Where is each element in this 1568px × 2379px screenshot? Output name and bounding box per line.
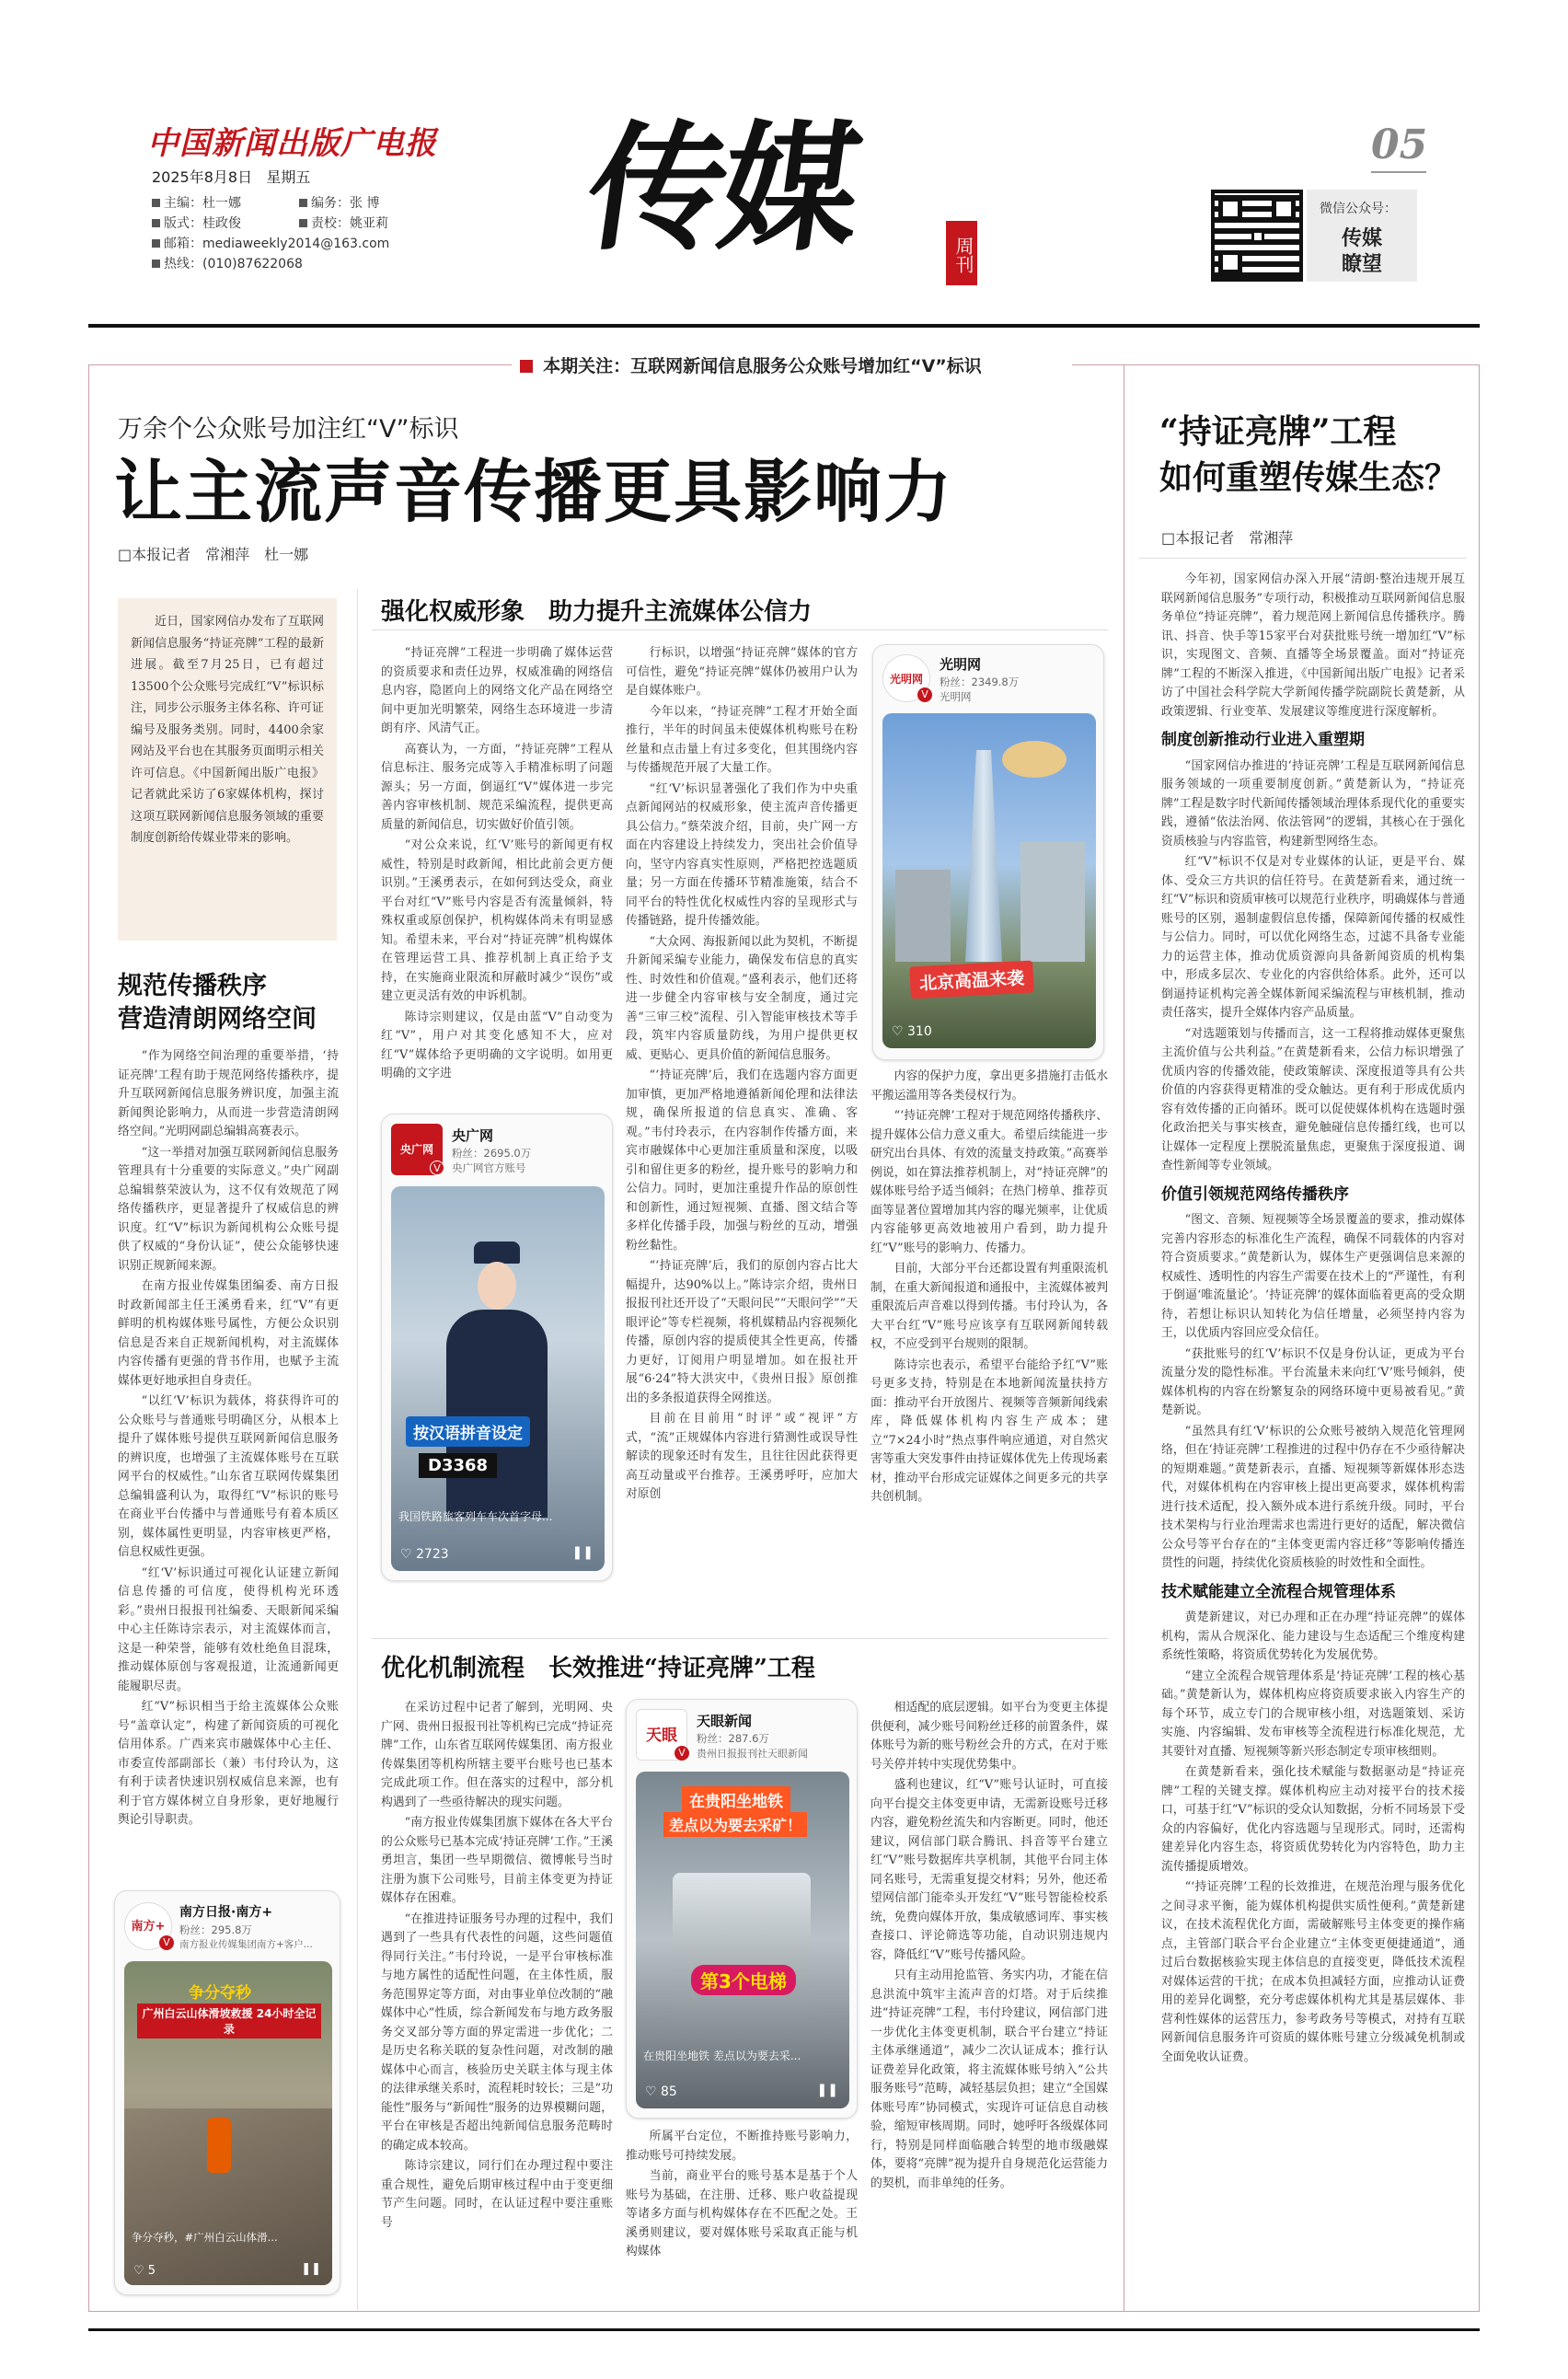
body-paragraph: “南方报业传媒集团旗下媒体在各大平台的公众账号已基本完成‘持证亮牌’工作。”王溪勇坦言，集团一些早期微信、微博帐号当时注册为旗下公司账号，目前主体变更为持证媒体存在困难。 [381, 1816, 613, 1905]
body-paragraph: 在黄楚新看来，强化技术赋能与数据驱动是“持证亮牌”工程的关键支撑。媒体机构应主动对接平台的技术接口，可基于红“V”标识的受众认知数据，分析不同场景下受众的内容偏好，优化内容选题与呈现形式。同时，还需构建差异化内容生态，将资质优势转化为内容特色，助力主流传播提质增效。 [1161, 1765, 1465, 1874]
body-paragraph: 红“V”标识不仅是对专业媒体的认证，更是平台、媒体、受众三方共识的信任符号。在黄楚新看来，通过统一红“V”标识和资质审核可以规范行业秩序，明确媒体与普通账号的区别，遏制虚假信息传播，保障新闻传播的权威性与公信力。同时，可以优化网络生态，过滤不具备专业能力的运营主体，推动优质资源向具备新闻资质的机构集中，形成多层次、专业化的内容供给体系。此外，还可以倒逼持证机构完善全媒体新闻采编流程与审核机制，推动责任落实，提升全媒体内容产品质量。 [1161, 855, 1465, 1020]
issue-date [152, 166, 310, 187]
card-video-thumbnail [391, 1186, 605, 1571]
bullet-icon [152, 260, 160, 268]
card-desc: 贵州日报报刊社天眼新闻 [697, 1748, 808, 1760]
building-shape [1020, 842, 1085, 962]
staff-list [152, 193, 409, 274]
section1-col-3 [870, 1068, 1108, 1629]
train-number-label: D3368 [419, 1453, 497, 1478]
masthead [0, 0, 1568, 331]
like-count: 5 [147, 2264, 156, 2278]
staff-name: 张 博 [350, 196, 380, 211]
social-card-tianyan [626, 1699, 858, 2119]
side-paragraph: “以红‘V’标识为载体，将获得许可的公众账号与普通账号明确区分，从根本上提升了媒体账号提供互联网新闻信息服务的辨识度，也增强了主流媒体账号在互联网平台的权威性。”山东省互联网传媒集团总编辑盛利认为，取得红“V”标识的账号在商业平台传播中与普通账号有着本质区别，媒体属性更明显，内容审核更严格，信息权威性更强。 [118, 1394, 339, 1559]
focus-banner [520, 352, 982, 378]
email-text: 邮箱：mediaweekly2014@163.com [164, 237, 390, 251]
social-card-nfrb [114, 1890, 340, 2295]
card-overlay-text: 争分夺秒 [189, 1984, 251, 2003]
section2-col-1 [381, 1699, 613, 2297]
banner-text: 本期关注：互联网新闻信息服务公众账号增加红“V”标识 [543, 356, 982, 376]
card-overlay-text: 在贵阳坐地铁 [682, 1786, 790, 1813]
date-text: 2025年8月8日 [152, 168, 253, 186]
right-headline-line-2: 如何重塑传媒生态？ [1159, 458, 1458, 497]
weekday-text: 星期五 [266, 168, 311, 186]
right-subhead-1: 制度创新推动行业进入重塑期 [1161, 731, 1365, 749]
staff-role: 编务： [311, 196, 350, 211]
body-paragraph: “获批账号的红‘V’标识不仅是身份认证，更成为平台流量分发的隐性标准。平台流量未来向红‘V’账号倾斜，使媒体机构的内容在纷繁复杂的网络环境中更易被看见。”黄楚新说。 [1161, 1346, 1465, 1417]
card-fans: 粉丝：287.6万 [697, 1732, 769, 1745]
bullet-icon [299, 199, 307, 207]
page-number-rule [1371, 171, 1426, 173]
section1-col-2 [626, 644, 858, 1629]
body-paragraph: 今年初，国家网信办深入开展“清朗·整治违规开展互联网新闻信息服务”专项行动，积极推动互联网新闻信息服务单位“持证亮牌”，着力规范网上新闻信息传播秩序。腾讯、抖音、快手等15家平台对获批账号统一增加红“V”标识，实现图文、音频、直播等全场景覆盖。面对“持证亮牌”工程的不断深入推进，《中国新闻出版广电报》记者采访了中国社会科学院大学新闻传播学院副院长黄楚新，从政策逻辑、行业变革、发展建议等维度进行深度解析。 [1161, 572, 1465, 719]
card-fans: 粉丝：2349.8万 [940, 676, 1020, 688]
bullet-icon [152, 199, 160, 207]
card-name: 南方日报·南方+ [179, 1905, 273, 1920]
card-desc: 南方报业传媒集团南方+客户... [179, 1939, 313, 1950]
side-section-title [118, 970, 339, 1036]
banner-rule-right [1072, 364, 1480, 365]
card-fans: 粉丝：295.8万 [179, 1923, 252, 1936]
verified-v-icon: V [430, 1161, 444, 1175]
banner-rule-left [88, 364, 512, 365]
section2-rule [372, 1638, 1108, 1639]
body-paragraph: 所属平台定位，不断推持账号影响力，推动账号可持续发展。 [626, 2130, 858, 2163]
side-divider [357, 589, 358, 2310]
right-byline-rule [1139, 558, 1466, 559]
bullet-icon [152, 219, 160, 227]
card-name: 央广网 [452, 1127, 494, 1144]
body-paragraph: 黄楚新建议，对已办理和正在办理“持证亮牌”的媒体机构，需从合规深化、能力建设与生态适配三个维度构建系统性策略，将资质优势转化为发展优势。 [1161, 1611, 1465, 1662]
side-title-line-2: 营造清朗网络空间 [118, 1005, 317, 1034]
frame-bottom [88, 2311, 1480, 2312]
body-paragraph: 盛利也建议，红“V”账号认证时，可直接向平台提交主体变更申请，无需新设账号迁移内容，避免粉丝流失和内容断更。同时，他还建议，网信部门联合腾讯、抖音等平台建立红“V”账号数据库共享机制，其他平台同主体同名账号，无需重复提交材料；另外，他还希望网信部门能牵头开发红“V”账号智能检校系统，免费向媒体开放，集成敏感词库、事实核查接口、评论筛选等功能，自动识别违规内容，降低红“V”账号传播风险。 [870, 1778, 1108, 1962]
body-paragraph: 陈诗宗建议，同行们在办理过程中要注重合规性，避免后期审核过程中由于变更细节产生问题。同时，在认证过程中要注重账号 [381, 2159, 613, 2230]
body-paragraph: “建立全流程合规管理体系是‘持证亮牌’工程的核心基础。”黄楚新认为，媒体机构应将资质要求嵌入内容生产的每个环节，成立专门的合规审核小组，对选题策划、采访实施、内容编辑、发布审核等全流程进行标准化规范，尤其要针对直播、短视频等新兴形态制定专项审核细则。 [1161, 1669, 1465, 1759]
verified-v-icon: V [159, 1935, 174, 1950]
body-paragraph: 只有主动用抢监管、务实内功，才能在信息洪流中筑牢主流声音的灯塔。对于后续推进“持证亮牌”工程，韦付玲建议，网信部门进一步优化主体变更机制，联合平台建立“持证主体承继通道”，减少二次认证成本；推行认证费差异化政策，将主流媒体账号纳入“公共服务账号”范畴，减轻基层负担；建立“全国媒体账号库”协同模式，实现许可证信息自动核验，缩短审核周期。同时，她呼吁各级媒体同行，特别是同样面临融合转型的地市级融媒体，要将“亮牌”视为提升自身规范化运营能力的契机，而非单纯的任务。 [870, 1969, 1108, 2190]
staff-role: 版式： [164, 216, 202, 231]
body-paragraph: 在采访过程中记者了解到，光明网、央广网、贵州日报报刊社等机构已完成“持证亮牌”工作，山东省互联网传媒集团、南方报业传媒集团等机构所辖主要平台账号也已基本完成此项工作。但在落实的过程中，部分机构遇到了一些亟待解决的现实问题。 [381, 1701, 613, 1809]
weekly-badge-text: 周刊 [952, 237, 974, 273]
main-kicker: 万余个公众账号加注红“V”标识 [118, 415, 459, 444]
body-paragraph: “在推进持证服务号办理的过程中，我们遇到了一些具有代表性的问题，这些问题值得同行关注。”韦付玲说，一是平台审核标准与地方属性的适配性问题，在主体性质，服务范围界定等方面，对由事业单位改制的“融媒体中心”性质，综合新闻发布与地方政务服务交叉部分等方面的界定需进一步优化；二是历史名称关联的复杂性问题，对改制的融媒体中心而言，核验历史关联主体与现主体的法律承继关系时，流程耗时较长；三是“功能性”服务与“新闻性”服务的边界模糊问题，平台在审核是否超出纯新闻信息服务范畴时的确定成本较高。 [381, 1911, 613, 2153]
wechat-label: 微信公众号： [1320, 202, 1397, 216]
intro-box [118, 598, 337, 941]
body-paragraph: 陈诗宗则建议，仅是由蓝“V”自动变为红“V”，用户对其变化感知不大，应对红“V”媒体给予更明确的文字说明。如用更明确的文字进 [381, 1010, 613, 1080]
verified-v-icon: V [917, 687, 932, 702]
like-count: 2723 [416, 1547, 449, 1562]
right-column [1161, 571, 1465, 2301]
body-paragraph: 行标识，以增强“持证亮牌”媒体的官方可信性，避免“持证亮牌”媒体仍被用户认为是自媒体账户。 [626, 646, 858, 698]
like-count: 310 [907, 1024, 932, 1039]
section1-rule [372, 629, 1108, 630]
card-caption: 争分夺秒，#广州白云山体滑... [132, 2231, 278, 2244]
main-byline: □本报记者 常湘萍 杜一娜 [118, 546, 309, 563]
qr-code-icon [1211, 190, 1303, 282]
tower-shape [965, 750, 1002, 962]
avatar-logo-text: 南方+ [131, 1920, 166, 1934]
body-paragraph: “国家网信办推进的‘持证亮牌’工程是互联网新闻信息服务领域的一项重要制度创新。”黄楚新认为，“持证亮牌”工程是数字时代新闻传播领域治理体系现代化的重要实践，遵循“依法治网、依法管网”的逻辑，其核心在于强化资质核验与内容监管，构建新型网络生态。 [1161, 758, 1465, 849]
body-paragraph: “图文、音频、短视频等全场景覆盖的要求，推动媒体完善内容形态的标准化生产流程，确保不同载体的内容对符合资质要求。”黄楚新认为，媒体生产更强调信息来源的权威性、透明性的内容生产需要在技术上的“严谨性，有利于倒逼‘唯流量论’。‘持证亮牌’的媒体面临着更高的受众期待，若想让标识认知转化为信任增量，必须坚持内容为王，以优质内容回应受众信任。 [1161, 1213, 1465, 1340]
staff-name: 杜一娜 [202, 196, 241, 211]
card-overlay-sub: 广州白云山体滑坡救援 24小时全记录 [137, 2004, 321, 2038]
sun-hat-shape [1002, 741, 1066, 778]
section1-col-1 [381, 644, 613, 1104]
body-paragraph: “‘持证亮牌’后，我们在选题内容方面更加审慎，更加严格地遵循新闻伦理和法律法规，确保所报道的信息真实、准确、客观。”韦付玲表示，在内容制作传播方面，来宾市融媒体中心更加注重质量和深度，以吸引和留住更多的粉丝，提升账号的影响力和公信力。同时，更加注重提升作品的原创性和创新性，通过短视频、直播、图文结合等多样化传播手段，加强与粉丝的互动，增强粉丝黏性。 [626, 1068, 858, 1253]
building-shape [895, 870, 951, 962]
right-subhead-2: 价值引领规范网络传播秩序 [1161, 1184, 1349, 1204]
section2-col-2-bottom [626, 2128, 858, 2303]
card-name: 天眼新闻 [697, 1713, 753, 1729]
frame-right [1479, 364, 1480, 2312]
staff-role: 责校： [311, 216, 350, 231]
like-icon: ♡ 2723 [400, 1547, 449, 1562]
social-card-gmw [872, 644, 1104, 1060]
like-icon: ♡ 310 [892, 1024, 932, 1039]
right-subhead-3: 技术赋能建立全流程合规管理体系 [1161, 1582, 1396, 1601]
frame-left [88, 364, 89, 2312]
body-paragraph: 目前，大部分平台还都设置有判重限流机制，在重大新闻报道和通报中，主流媒体被判重限流后声音难以得到传播。韦付玲认为，各大平台红“V”账号应该享有互联网新闻转载权，不应受到平台规则的限制。 [870, 1262, 1108, 1351]
like-icon: ♡ 85 [645, 2085, 677, 2099]
main-headline: 让主流声音传播更具影响力 [114, 453, 953, 532]
wechat-name: 传媒瞭望 [1342, 227, 1383, 276]
body-paragraph: 今年以来，“持证亮牌”工程才开始全面推行，半年的时间虽未使媒体机构账号在粉丝量和点击量上有过多变化，但其围绕内容与传播规范开展了大量工作。 [626, 704, 858, 775]
intro-text [131, 611, 324, 849]
tunnel-shape [673, 1873, 811, 2020]
body-paragraph: “对公众来说，红‘V’账号的新闻更有权威性，特别是时政新闻，相比此前会更方便识别。”王溪勇表示，在如何到达受众，商业平台对红“V”账号内容是否有流量倾斜，特殊权重或原创保护，机构媒体尚未有明显感知。希望未来，平台对“持证亮牌”机构媒体在管理运营工具、推荐机制上真正给予支持，在实施商业限流和屏蔽时减少“误伤”或建立更灵活有效的申诉机制。 [381, 838, 613, 1003]
pause-icon: ❚❚ [571, 1545, 594, 1560]
card-overlay-text: 按汉语拼音设定 [406, 1416, 530, 1447]
card-overlay-text: 北京高温来袭 [909, 961, 1034, 999]
card-desc: 光明网 [940, 690, 972, 703]
card-desc: 央广网官方账号 [452, 1161, 526, 1174]
right-headline [1159, 409, 1472, 501]
section2-title: 优化机制流程 长效推进“持证亮牌”工程 [381, 1655, 815, 1682]
bullet-icon [299, 219, 307, 227]
like-icon: ♡ 5 [133, 2264, 156, 2278]
avatar-logo-text: 天眼 [646, 1727, 677, 1745]
masthead-rule [88, 324, 1480, 328]
wechat-box [1307, 190, 1417, 282]
like-count: 85 [661, 2085, 677, 2099]
intro-paragraph: 近日，国家网信办发布了互联网新闻信息服务“持证亮牌”工程的最新进展。截至7月25日，已有超过13500个公众账号完成红“V”标识标注，同步公示服务主体名称、许可证编号及服务类别。同时，4400余家网站及平台也在其服务页面明示相关许可信息。《中国新闻出版广电报》记者就此采访了6家媒体机构，探讨这项互联网新闻信息服务领域的重要制度创新给传媒业带来的影响。 [131, 615, 324, 845]
page-number: 05 [1371, 121, 1428, 168]
masthead-title: 传媒 [577, 108, 866, 270]
hotline-text: 热线：(010)87622068 [164, 257, 303, 271]
body-paragraph: “持证亮牌”工程进一步明确了媒体运营的资质要求和责任边界，权威准确的网络信息内容，隐匿向上的网络文化产品在网络空间中更加光明繁荣，网络生态环境进一步清朗有序、风清气正。 [381, 646, 613, 735]
avatar-logo-text: 光明网 [889, 673, 923, 686]
section1-title: 强化权威形象 助力提升主流媒体公信力 [381, 598, 813, 626]
side-paragraph: “这一举措对加强互联网新闻信息服务管理具有十分重要的实际意义。”央广网副总编辑蔡荣波认为，这不仅有效规范了网络传播秩序，更显著提升了权威信息的辨识度。红“V”标识为新闻机构公众账号提供了权威的“身份认证”，使公众能够快速识别正规新闻来源。 [118, 1145, 339, 1273]
bullet-icon [152, 239, 160, 248]
card-video-thumbnail [124, 1961, 332, 2285]
side-title-line-1: 规范传播秩序 [118, 972, 267, 1000]
body-paragraph: “虽然具有红‘V’标识的公众账号被纳入规范化管理网络，但在‘持证亮牌’工程推进的过程中仍存在不少亟待解决的短期难题。”黄楚新表示，直播、短视频等新媒体形态迭代，对媒体机构在内容审核上提出更高要求，媒体机构需进行技术适配，投入额外成本进行系统升级。同时，平台技术架构与行业治理需求也需进行更好的适配，解决微信公众号等平台存在的“主体变更需内容迁移”等影响传播连贯性的问题，持续优化资质核验的时效性和全面性。 [1161, 1424, 1465, 1570]
body-paragraph: 高赛认为，一方面，“持证亮牌”工程从信息标注、服务完成等入手精准标明了问题源头；另一方面，倒逼红“V”媒体进一步完善内容审核机制、规范采编流程，提供更高质量的新闻信息，切实做好价值引领。 [381, 742, 613, 832]
body-paragraph: “‘持证亮牌’后，我们的原创内容占比大幅提升，达90%以上。”陈诗宗介绍，贵州日报报刊社还开设了“天眼问民”“天眼问学”“天眼评论”等专栏视频，将机媒精品内容视频化传播，原创内容的提质使其全性更高，传播力更好，订阅用户明显增加。如在报社开展“6·24”特大洪灾中，《贵州日报》原创推出的多条报道获得全网推送。 [626, 1259, 858, 1405]
body-paragraph: “大众网、海报新闻以此为契机，不断提升新闻采编专业能力，确保发布信息的真实性、时效性和价值观。”盛利表示，他们还将进一步健全内容审核与安全制度，通过完善“三审三校”流程、引入智能审核技术等手段，筑牢内容质量防线，为用户提供更权威、更贴心、更具价值的新闻信息服务。 [626, 934, 858, 1062]
body-paragraph: “‘持证亮牌’工程的长效推进，在规范治理与服务优化之间寻求平衡，能为媒体机构提供实质性便利。”黄楚新建议，在技术流程优化方面，需破解账号主体变更的操作痛点，主管部门联合平台企业建立“主体变更便捷通道”，通过后台数据核验实现主体信息的直接变更，降低技术流程对媒体运营的干扰；在成本负担减轻方面，应推动认证费用的差异化调整，充分考虑媒体机构尤其是基层媒体、非营利性媒体的运营压力，参考政务号等模式，对持有互联网新闻信息服务许可资质的媒体账号建立分级减免机制或全面免收认证费。 [1161, 1880, 1465, 2064]
side-column [118, 1047, 339, 1876]
side-paragraph: “红‘V’标识通过可视化认证建立新闻信息传播的可信度，使得机构光环透彩。”贵州日报报刊社编委、天眼新闻采编中心主任陈诗宗表示，对主流媒体而言，这是一种荣誉，能够有效杜绝鱼目混珠，推动媒体原创与客观报道，让流通新闻更能履职尽责。 [118, 1565, 339, 1693]
social-card-cnr [381, 1114, 613, 1581]
body-paragraph: 当前，商业平台的账号基本是基于个人账号为基础，在注册、迁移、账户收益提现等诸多方面与机构媒体存在不匹配之处。王溪勇则建议，要对媒体账号采取真正能与机构媒体 [626, 2169, 858, 2258]
page-bottom-rule [88, 2328, 1480, 2331]
staff-role: 主编： [164, 196, 202, 211]
side-paragraph: 在南方报业传媒集团编委、南方日报时政新闻部主任王溪勇看来，红“V”有更鲜明的机构媒体账号属性，方便公众识别信息是否来自正规新闻机构，对主流媒体内容传播有更强的背书作用，也赋予主流媒体更好地承担自身责任。 [118, 1279, 339, 1388]
side-paragraph: “作为网络空间治理的重要举措，‘持证亮牌’工程有助于规范网络传播秩序，提升互联网新闻信息服务辨识度，加强主流新闻舆论影响力，从而进一步营造清朗网络空间。”光明网副总编辑高赛表示。 [118, 1049, 339, 1138]
banner-square-icon [520, 360, 533, 373]
body-paragraph: 相适配的底层逻辑。如平台为变更主体提供便利，减少账号间粉丝迁移的前置条件，媒体账号为新的账号粉丝会升的方式，在对于账号关停并转中实现优势集中。 [870, 1701, 1108, 1772]
card-fans: 粉丝：2695.0万 [452, 1147, 532, 1160]
staff-name: 姚亚莉 [350, 216, 388, 231]
right-byline: □本报记者 常湘萍 [1161, 529, 1294, 547]
avatar-logo-text: 央广网 [399, 1143, 433, 1156]
card-caption: 在贵阳坐地铁 差点以为要去采... [643, 2050, 801, 2062]
section2-col-3 [870, 1699, 1108, 2297]
right-headline-line-1: “持证亮牌”工程 [1159, 412, 1397, 451]
card-caption: 我国铁路旅客列车车次首字母... [398, 1510, 553, 1523]
side-paragraph: 红“V”标识相当于给主流媒体公众账号“盖章认定”，构建了新闻资质的可视化信用体系。广西来宾市融媒体中心主任、市委宣传部副部长（兼）韦付玲认为，这有利于读者快速识别权威信息来源，也有利于官方媒体树立自身形象，更好地履行舆论引导职责。 [118, 1700, 339, 1827]
rescuer-shape [207, 2118, 231, 2173]
paper-name: 中国新闻出版广电报 [147, 125, 437, 162]
body-paragraph: 目前在目前用“时评”或“视评”方式，“流”正规媒体内容进行猜测性或误导性解读的现象还时有发生，且往往因此获得更高互动量或平台推荐。王溪勇呼吁，应加大对原创 [626, 1412, 858, 1501]
card-overlay-badge: 第3个电梯 [691, 1965, 796, 1995]
body-paragraph: “红‘V’标识显著强化了我们作为中央重点新闻网站的权威形象，使主流声音传播更具公信力。”蔡荣波介绍，目前，央广网一方面在内容建设上持续发力，突出社会价值导向，坚守内容真实性原则，严格把控选题质量；另一方面在传播环节精准施策，结合不同平台的特性优化权威性内容的呈现形式与传播链路，提升传播效能。 [626, 781, 858, 928]
card-video-thumbnail [882, 713, 1096, 1048]
card-video-thumbnail [636, 1772, 849, 2108]
pause-icon: ❚❚ [816, 2083, 838, 2097]
card-overlay-sub: 差点以为要去采矿！ [663, 1812, 807, 1837]
pause-icon: ❚❚ [301, 2262, 321, 2276]
body-paragraph: “对选题策划与传播而言，这一工程将推动媒体更聚焦主流价值与公共利益。”在黄楚新看来，公信力标识增强了优质内容的传播效能，使政策解读、深度报道等具有公共价值的内容获得更精准的受众触达。更有利于形成优质内容有效传播的正向循环。既可以促使媒体机构在选题时强化政治把关与事实核查，避免触碰信息传播红线，也可以让媒体一定程度上摆脱流量焦虑，更聚焦于深度报道、调查性新闻等专业领域。 [1161, 1026, 1465, 1172]
body-paragraph: 陈诗宗也表示，希望平台能给予红“V”账号更多支持，特别是在本地新闻流量扶持方面：推动平台开放图片、视频等音频新闻线索库，降低媒体机构内容生产成本；建立“7×24小时”热点事件响应通道，对自然灾害等重大突发事件由持证媒体优先上传现场素材，推动平台形成完证媒体之间更多元的共享共创机制。 [870, 1357, 1108, 1504]
verified-v-icon: V [674, 1746, 689, 1761]
body-paragraph: 内容的保护力度，拿出更多措施打击低水平搬运滥用等各类侵权行为。 [870, 1069, 1108, 1103]
card-name: 光明网 [940, 656, 982, 673]
body-paragraph: “‘持证亮牌’工程对于规范网络传播秩序、提升媒体公信力意义重大。希望后续能进一步研究出台具体、有效的流量支持政策。”高赛举例说，如在算法推荐机制上，对“持证亮牌”的媒体账号给予适当倾斜；在热门榜单、推荐页面等显著位置增加其内容的曝光频率，让优质内容能够更高效地被用户看到，助力提升红“V”账号的影响力、传播力。 [870, 1109, 1108, 1255]
weekly-badge [946, 221, 977, 285]
staff-name: 桂政俊 [202, 216, 241, 231]
